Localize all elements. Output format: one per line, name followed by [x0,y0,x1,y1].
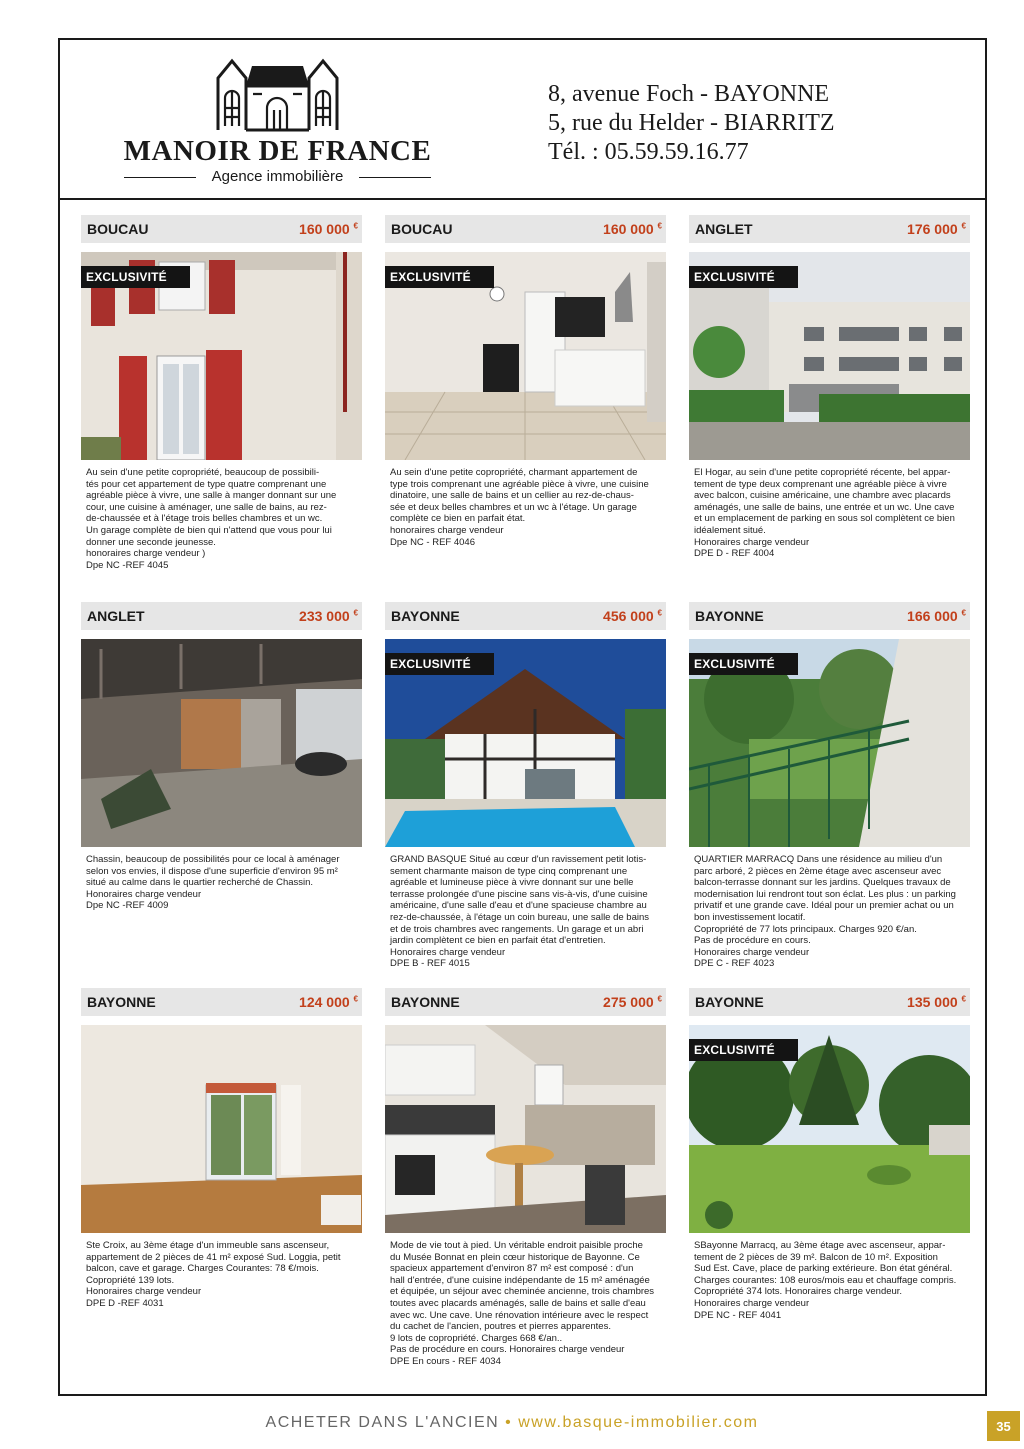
listing-description: QUARTIER MARRACQ Dans une résidence au milieu d'un parc arboré, 2 pièces en 2ème étage avec ascenseur avec balcon-terrasse donnant sur les jardins. Quelques travaux de modernisation lui rendront tout son éclat. Les plus : un parking privatif et une grande cave. Idéal pour un premier achat ou un bon investissement locatif. Copropriété de 77 lots principaux. Charges 920 €/an. Pas de procédure en cours. Honoraires charge vendeur DPE C - REF 4023 [694,854,956,970]
listing-price: 135 000 € [907,994,966,1010]
address-line: 8, avenue Foch - BAYONNE [548,81,830,107]
listing-header [689,602,970,630]
listing-city: BOUCAU [391,221,453,237]
listing-card[interactable] [385,602,666,970]
listing-price: 166 000 € [907,608,966,624]
listing-price: 275 000 € [603,994,662,1010]
listing-card[interactable] [81,988,362,1310]
listing-header [81,215,362,243]
listing-price: 233 000 € [299,608,358,624]
listing-photo[interactable] [689,639,970,847]
listing-city: ANGLET [87,608,145,624]
listing-header [689,215,970,243]
exclusivity-badge: EXCLUSIVITÉ [689,1039,798,1061]
listing-description: El Hogar, au sein d'une petite copropriété récente, bel appar- tement de type deux comprenant une agréable pièce à vivre avec balcon, cuisine américaine, une chambre avec placards aménagés, une salle de bains, une entrée et un wc. Une cave et un emplacement de parking en sous sol complètent ce bien idéalement situé. Honoraires charge vendeur DPE D - REF 4004 [694,467,955,560]
exclusivity-badge: EXCLUSIVITÉ [689,266,798,288]
listing-price: 124 000 € [299,994,358,1010]
listing-photo[interactable] [385,1025,666,1233]
listing-price: 160 000 € [603,221,662,237]
listing-city: BAYONNE [391,994,460,1010]
exclusivity-badge: EXCLUSIVITÉ [385,266,494,288]
listing-card[interactable] [385,215,666,548]
listing-header [81,602,362,630]
listing-photo[interactable] [689,1025,970,1233]
listing-description: Mode de vie tout à pied. Un véritable endroit paisible proche du Musée Bonnat en plein cœur historique de Bayonne. Ce spacieux appartement d'environ 87 m² est composé : d'un hall d'entrée, d'une cuisine indépendante de 15 m² aménagée et équipée, un séjour avec cheminée ancienne, trois chambres toutes avec placards aménagés, salle de bains et salle d'eau avec wc. Une cave. Une rénovation intérieure avec le respect du cachet de l'ancien, poutres et pierres apparentes. 9 lots de copropriété. Charges 668 €/an.. Pas de procédure en cours. Honoraires charge vendeur DPE En cours - REF 4034 [390,1240,655,1367]
address-line: 5, rue du Helder - BIARRITZ [548,110,835,136]
listing-city: BAYONNE [391,608,460,624]
listing-header [385,988,666,1016]
listing-description: Au sein d'une petite copropriété, beaucoup de possibili- tés pour cet appartement de type quatre comprenant une agréable pièce à vivre, une salle à manger donnant sur une cour, une cuisine à aménager, une salle de bains, au rez- de-chaussée et à l'étage trois belles chambres et un wc. Un garage complète de bien qui n'attend que vous pour lui donner une seconde jeunesse. honoraires charge vendeur ) Dpe NC -REF 4045 [86,467,337,571]
agency-logo [120,58,435,188]
listing-description: SBayonne Marracq, au 3ème étage avec ascenseur, appar- tement de 2 pièces de 39 m². Balcon de 10 m². Exposition Sud Est. Cave, place de parking extérieure. Bon état général. Charges courantes: 108 euros/mois eau et chauffage compris. Copropriété 374 lots. Honoraires charge vendeur. Honoraires charge vendeur DPE NC - REF 4041 [694,1240,957,1321]
listing-city: BAYONNE [695,994,764,1010]
page-number: 35 [987,1411,1020,1441]
page-footer [0,1414,1024,1432]
exclusivity-badge: EXCLUSIVITÉ [689,653,798,675]
exclusivity-badge: EXCLUSIVITÉ [81,266,190,288]
listing-photo[interactable] [385,639,666,847]
listing-city: BAYONNE [87,994,156,1010]
listing-card[interactable] [689,215,970,560]
footer-section-title: ACHETER DANS L'ANCIEN [265,1414,500,1431]
listing-description: Chassin, beaucoup de possibilités pour ce local à aménager selon vos envies, il dispose d'une superficie d'environ 95 m² situé au calme dans le quartier recherché de Chassin. Honoraires charge vendeur Dpe NC -REF 4009 [86,854,340,912]
listing-header [689,988,970,1016]
listing-price: 160 000 € [299,221,358,237]
listing-card[interactable] [81,602,362,912]
listing-card[interactable] [689,602,970,970]
manor-house-icon [216,58,339,132]
listing-price: 456 000 € [603,608,662,624]
listing-city: BOUCAU [87,221,149,237]
listing-description: GRAND BASQUE Situé au cœur d'un ravissement petit lotis- sement charmante maison de type cinq comprenant une agréable et lumineuse pièce à vivre donnant sur une belle terrasse prolongée d'une piscine sans vis-à-vis, d'une cuisine américaine, d'une salle d'eau et d'une spacieuse chambre au rez-de-chaussée, à l'étage un coin bureau, une salle de bains et de trois chambres avec rangements. Un garage et un abri jardin complètent ce bien en parfait état d'entretien. Honoraires charge vendeur DPE B - REF 4015 [390,854,650,970]
logo-title: MANOIR DE FRANCE [123,135,432,167]
listing-city: BAYONNE [695,608,764,624]
listing-photo[interactable] [81,1025,362,1233]
listing-header [385,215,666,243]
footer-website-link[interactable]: www.basque-immobilier.com [518,1414,759,1431]
exclusivity-badge: EXCLUSIVITÉ [385,653,494,675]
phone-line: Tél. : 05.59.59.16.77 [548,139,749,165]
listing-photo[interactable] [81,639,362,847]
logo-subtitle: Agence immobilière [211,168,344,185]
header-divider [60,198,985,200]
listing-description: Ste Croix, au 3ème étage d'un immeuble sans ascenseur, appartement de 2 pièces de 41 m² exposé Sud. Loggia, petit balcon, cave et garage. Charges Courantes: 78 €/mois. Copropriété 139 lots. Honoraires charge vendeur DPE D -REF 4031 [86,1240,341,1309]
listing-header [81,988,362,1016]
listing-photo[interactable] [385,252,666,460]
listing-card[interactable] [385,988,666,1368]
footer-separator: • [505,1414,513,1431]
listing-price: 176 000 € [907,221,966,237]
listing-photo[interactable] [81,252,362,460]
listing-photo[interactable] [689,252,970,460]
listing-description: Au sein d'une petite copropriété, charmant appartement de type trois comprenant une agréable pièce à vivre, une cuisine dinatoire, une salle de bains et un cellier au rez-de-chaus- sée et deux belles chambres et un wc à l'étage. Un garage complète ce bien en parfait état. honoraires charge vendeur Dpe NC - REF 4046 [390,467,649,548]
listing-header [385,602,666,630]
listing-city: ANGLET [695,221,753,237]
agency-address [548,80,835,167]
listing-card[interactable] [81,215,362,571]
listing-card[interactable] [689,988,970,1321]
